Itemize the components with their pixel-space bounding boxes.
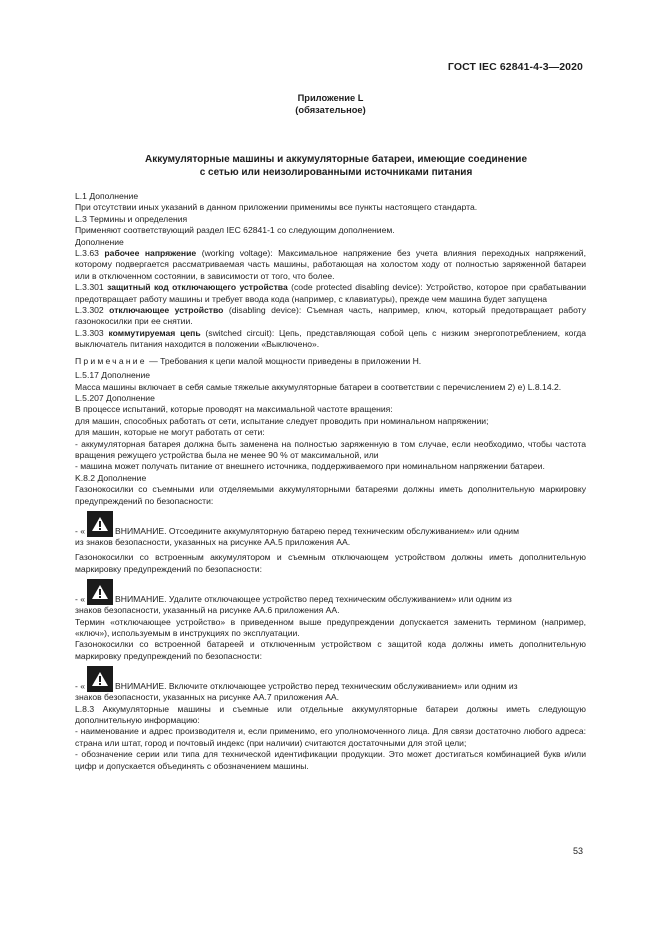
- warning-prefix: - «: [75, 525, 86, 536]
- paragraph: В процессе испытаний, которые проводят на максимальной частоте вращения:: [75, 404, 393, 415]
- note-text: — Требования к цепи малой мощности приведены в приложении Н.: [146, 355, 422, 366]
- paragraph: Газонокосилки со встроенной батареей и отключенным устройством с защитой кода должны иметь дополнительную маркировку предупреждений по безопасности:: [75, 639, 586, 661]
- document-code: ГОСТ IEC 62841-4-3—2020: [447, 61, 583, 73]
- warning-3: [75, 666, 586, 692]
- paragraph: Дополнение: [75, 236, 124, 247]
- warning-triangle-icon: [87, 666, 113, 692]
- warning-text: ВНИМАНИЕ. Удалите отключающее устройство перед техническим обслуживанием» или одним из: [115, 593, 512, 604]
- warning-1: [75, 511, 586, 537]
- warning-prefix: - «: [75, 680, 86, 691]
- list-item: - обозначение серии или типа для технической идентификации продукции. Это может достигаться комбинацией букв и/или цифр и допускается объединять с обозначением машины.: [75, 749, 586, 771]
- definition-code-protected-device: [75, 282, 586, 305]
- heading-line-2: с сетью или неизолированными источниками питания: [199, 166, 473, 178]
- term-text: (switched circuit): Цепь, представляющая собой цепь с низким энергопотреблением, когда выключатель питания находится в положении «Выключено».: [75, 327, 586, 350]
- definition-working-voltage: [75, 248, 586, 282]
- list-item: - наименование и адрес производителя и, если применимо, его уполномоченного лица. Для связи достаточно любого адреса: страна или штат, город и почтовый индекс (при наличии) считаются достаточными для этой цели;: [75, 726, 586, 748]
- term-number: L.3.63: [75, 248, 99, 259]
- heading-line-1: Аккумуляторные машины и аккумуляторные батареи, имеющие соединение: [144, 154, 528, 165]
- paragraph: Термин «отключающее устройство» в приведенном выше предупреждении допускается заменить термином (например, «ключ»), используемым в инструкциях по эксплуатации.: [75, 616, 586, 638]
- term-text: (working voltage): Максимальное напряжение без учета влияния переходных напряжений, которому подвергается рассматриваемая часть машины, работающая на холостом ходу от полностью заряженной батареи или в отключенном состоянии, в зависимости от того, что более.: [75, 248, 586, 281]
- appendix-title: Приложение L: [297, 93, 364, 103]
- warning-continuation: из знаков безопасности, указанных на рисунке АА.5 приложения АА.: [75, 536, 351, 547]
- term-number: L.3.301: [75, 282, 104, 293]
- appendix-subtitle: (обязательное): [295, 105, 366, 115]
- term: рабочее напряжение: [104, 248, 197, 259]
- paragraph: Применяют соответствующий раздел IEC 62841-1 со следующим дополнением.: [75, 225, 395, 236]
- list-item: - машина может получать питание от внешнего источника, поддерживаемого при номинальном напряжении батареи.: [75, 461, 545, 472]
- term-text: (disabling device): Съемная часть, например, ключ, который предотвращает работу газонокосилки при ее снятии.: [75, 305, 587, 327]
- note-label: Примечание: [75, 355, 147, 366]
- term-text: (code protected disabling device): Устройство, которое при срабатывании предотвращает работу машины и требует ввода кода (например, с клавиатуры), прежде чем машина будет запущена: [75, 282, 587, 304]
- paragraph: Масса машины включает в себя самые тяжелые аккумуляторные батареи в соответствии с перечислением 2) e) L.8.14.2.: [75, 381, 562, 392]
- paragraph: Газонокосилки со встроенным аккумулятором и съемным отключающем устройством должны иметь дополнительную маркировку предупреждений по безопасности:: [75, 552, 586, 574]
- term-number: L.3.303: [75, 327, 104, 338]
- paragraph: для машин, способных работать от сети, испытание следует проводить при номинальном напряжении;: [75, 415, 489, 426]
- note: [75, 356, 586, 367]
- section-heading: [70, 154, 602, 179]
- body-text: [75, 191, 586, 772]
- paragraph: L.8.3 Аккумуляторные машины и съемные или отдельные аккумуляторные батареи должны иметь следующую дополнительную информацию:: [75, 703, 586, 726]
- page-number: 53: [572, 846, 583, 856]
- term: коммутируемая цепь: [108, 327, 201, 338]
- warning-continuation: знаков безопасности, указанный на рисунке АА.6 приложения АА.: [75, 605, 340, 616]
- paragraph: L.5.207 Дополнение: [75, 392, 155, 403]
- term-number: L.3.302: [75, 305, 104, 316]
- term: отключающее устройство: [109, 305, 224, 316]
- warning-continuation: знаков безопасности, указанных на рисунке АА.7 приложения АА.: [75, 692, 340, 703]
- paragraph: для машин, которые не могут работать от сети:: [75, 427, 265, 438]
- paragraph: L.1 Дополнение: [75, 191, 139, 201]
- warning-triangle-icon: [87, 579, 113, 605]
- paragraph: L.5.17 Дополнение: [75, 370, 151, 381]
- warning-2: [75, 579, 586, 605]
- paragraph: K.8.2 Дополнение: [75, 472, 147, 483]
- paragraph: Газонокосилки со съемными или отделяемыми аккумуляторными батареями должны иметь дополнительную маркировку предупреждений по безопасности:: [75, 484, 586, 506]
- paragraph: L.3 Термины и определения: [75, 213, 188, 224]
- term: защитный код отключающего устройства: [107, 282, 288, 293]
- warning-triangle-icon: [87, 511, 113, 537]
- paragraph: При отсутствии иных указаний в данном приложении применимы все пункты настоящего стандарта.: [75, 202, 478, 213]
- warning-text: ВНИМАНИЕ. Включите отключающее устройство перед техническим обслуживанием» или одним из: [115, 680, 518, 691]
- definition-switched-circuit: [75, 328, 586, 351]
- warning-text: ВНИМАНИЕ. Отсоедините аккумуляторную батарею перед техническим обслуживанием» или одним: [115, 525, 520, 536]
- warning-prefix: - «: [75, 593, 86, 604]
- definition-disabling-device: [75, 305, 586, 328]
- list-item: - аккумуляторная батарея должна быть заменена на полностью заряженную в том случае, если необходимо, чтобы частота вращения режущего устройства была не менее 90 % от максимальной, или: [75, 438, 586, 460]
